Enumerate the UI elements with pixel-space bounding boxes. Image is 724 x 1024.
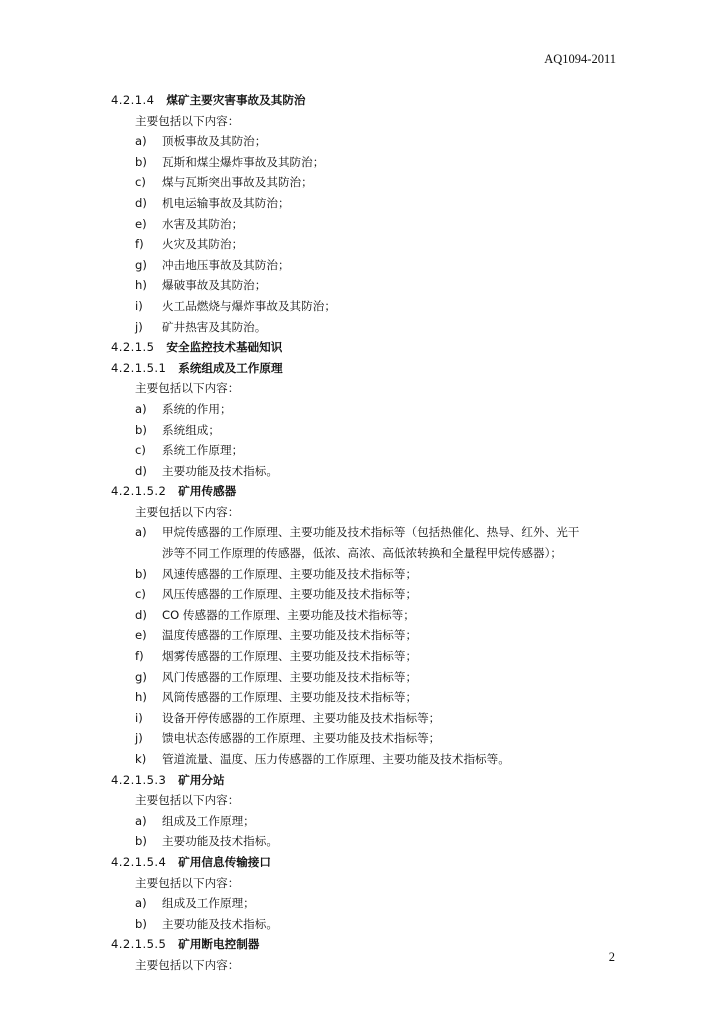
list-item-marker: b) bbox=[135, 566, 147, 581]
list-item-text: 主要功能及技术指标。 bbox=[162, 834, 278, 849]
list-item-marker: d) bbox=[135, 607, 147, 622]
list-item-text: 水害及其防治； bbox=[162, 216, 244, 231]
page-number: 2 bbox=[608, 950, 615, 964]
section-heading bbox=[111, 90, 621, 111]
section-heading bbox=[111, 934, 621, 955]
list-item-marker: j) bbox=[135, 731, 143, 746]
list-item bbox=[111, 667, 621, 688]
section-title: 煤矿主要灾害事故及其防治 bbox=[166, 93, 306, 107]
list-item-marker: b) bbox=[135, 834, 147, 849]
list-item-text: 系统的作用； bbox=[162, 401, 232, 416]
list-item-text: 主要功能及技术指标。 bbox=[162, 463, 278, 478]
list-item bbox=[111, 522, 621, 543]
list-item-marker: h) bbox=[135, 690, 147, 705]
list-item-text: 冲击地压事故及其防治； bbox=[162, 257, 290, 272]
list-item-text: 机电运输事故及其防治； bbox=[162, 195, 290, 210]
list-item-marker: d) bbox=[135, 463, 147, 478]
list-item-marker: g) bbox=[135, 669, 147, 684]
list-item-text: CO 传感器的工作原理、主要功能及技术指标等； bbox=[162, 607, 415, 622]
list-item bbox=[111, 234, 621, 255]
list-item-text: 火灾及其防治； bbox=[162, 237, 244, 252]
list-item bbox=[111, 708, 621, 729]
list-item-text: 风速传感器的工作原理、主要功能及技术指标等； bbox=[162, 566, 418, 581]
list-item-text: 烟雾传感器的工作原理、主要功能及技术指标等； bbox=[162, 649, 418, 664]
list-item-marker: d) bbox=[135, 195, 147, 210]
list-item-marker: h) bbox=[135, 278, 147, 293]
list-item bbox=[111, 461, 621, 482]
section-number: 4.2.1.4 bbox=[111, 93, 155, 107]
list-item-continuation: 涉等不同工作原理的传感器，低浓、高浓、高低浓转换和全量程甲烷传感器）； bbox=[162, 546, 562, 561]
list-item-marker: k) bbox=[135, 752, 147, 766]
list-item-text: 组成及工作原理； bbox=[162, 896, 255, 911]
list-item-text: 瓦斯和煤尘爆炸事故及其防治； bbox=[162, 154, 325, 169]
list-item-text: 顶板事故及其防治； bbox=[162, 134, 267, 149]
list-item bbox=[111, 440, 621, 461]
list-item-text: 煤与瓦斯突出事故及其防治； bbox=[162, 175, 313, 190]
section-heading bbox=[111, 770, 621, 791]
list-item-marker: i) bbox=[135, 710, 143, 725]
list-item-marker: e) bbox=[135, 628, 147, 643]
section-title: 安全监控技术基础知识 bbox=[166, 340, 283, 355]
list-item bbox=[111, 728, 621, 749]
list-item-marker: a) bbox=[135, 401, 147, 416]
section-heading bbox=[111, 481, 621, 502]
list-item-marker: a) bbox=[135, 525, 147, 540]
section-title: 矿用分站 bbox=[178, 772, 225, 787]
list-item-marker: c) bbox=[135, 587, 146, 602]
list-item-text: 爆破事故及其防治； bbox=[162, 278, 267, 293]
section-number: 4.2.1.5.2 bbox=[111, 484, 167, 499]
list-item-marker: c) bbox=[135, 443, 146, 458]
list-item bbox=[111, 420, 621, 441]
list-item bbox=[111, 172, 621, 193]
list-item bbox=[111, 625, 621, 646]
list-item-text: 系统工作原理； bbox=[162, 443, 244, 458]
section-intro: 主要包括以下内容： bbox=[135, 957, 240, 972]
list-item bbox=[111, 399, 621, 420]
list-item-text: 风门传感器的工作原理、主要功能及技术指标等； bbox=[162, 669, 418, 684]
list-item-text: 温度传感器的工作原理、主要功能及技术指标等； bbox=[162, 628, 418, 643]
section-number: 4.2.1.5.5 bbox=[111, 937, 167, 952]
list-item bbox=[111, 317, 621, 338]
list-item bbox=[111, 687, 621, 708]
section-heading bbox=[111, 852, 621, 873]
list-item bbox=[111, 893, 621, 914]
list-item-marker: j) bbox=[135, 319, 143, 334]
list-item-marker: a) bbox=[135, 134, 147, 149]
list-item bbox=[111, 605, 621, 626]
list-item bbox=[111, 564, 621, 585]
document-body bbox=[111, 90, 621, 976]
list-item-marker: c) bbox=[135, 175, 146, 190]
section-title: 矿用传感器 bbox=[178, 484, 237, 499]
list-item-text: 矿井热害及其防治。 bbox=[162, 319, 267, 334]
list-item-text: 组成及工作原理； bbox=[162, 813, 255, 828]
list-item-marker: b) bbox=[135, 154, 147, 169]
section-heading bbox=[111, 358, 621, 379]
list-item bbox=[111, 831, 621, 852]
list-item-marker: f) bbox=[135, 649, 144, 664]
list-item-text: 主要功能及技术指标。 bbox=[162, 916, 278, 931]
list-item bbox=[111, 914, 621, 935]
list-item-marker: a) bbox=[135, 813, 147, 828]
section-title: 系统组成及工作原理 bbox=[178, 360, 283, 375]
list-item bbox=[111, 749, 621, 770]
section-intro: 主要包括以下内容： bbox=[135, 504, 240, 519]
section-number: 4.2.1.5.1 bbox=[111, 360, 167, 375]
list-item-marker: a) bbox=[135, 896, 147, 911]
list-item-text: 火工品燃烧与爆炸事故及其防治； bbox=[162, 298, 336, 313]
list-item bbox=[111, 193, 621, 214]
list-item bbox=[111, 646, 621, 667]
document-code: AQ1094-2011 bbox=[544, 52, 616, 66]
list-item bbox=[111, 584, 621, 605]
list-item bbox=[111, 296, 621, 317]
list-item-text: 设备开停传感器的工作原理、主要功能及技术指标等； bbox=[162, 710, 441, 725]
list-item-text: 管道流量、温度、压力传感器的工作原理、主要功能及技术指标等。 bbox=[162, 752, 510, 766]
section-number: 4.2.1.5.3 bbox=[111, 772, 167, 787]
section-heading bbox=[111, 337, 621, 358]
section-intro: 主要包括以下内容： bbox=[135, 793, 240, 808]
list-item-text: 风筒传感器的工作原理、主要功能及技术指标等； bbox=[162, 690, 418, 705]
list-item bbox=[111, 255, 621, 276]
section-title: 矿用断电控制器 bbox=[178, 937, 260, 952]
list-item-marker: e) bbox=[135, 216, 147, 231]
section-number: 4.2.1.5.4 bbox=[111, 854, 167, 869]
section-title: 矿用信息传输接口 bbox=[178, 854, 271, 869]
list-item bbox=[111, 214, 621, 235]
list-item-text: 风压传感器的工作原理、主要功能及技术指标等； bbox=[162, 587, 418, 602]
list-item-text: 甲烷传感器的工作原理、主要功能及技术指标等（包括热催化、热导、红外、光干 bbox=[162, 525, 580, 540]
section-intro: 主要包括以下内容： bbox=[135, 381, 240, 396]
list-item-marker: i) bbox=[135, 298, 143, 313]
list-item-text: 馈电状态传感器的工作原理、主要功能及技术指标等； bbox=[162, 731, 441, 746]
list-item bbox=[111, 811, 621, 832]
section-number: 4.2.1.5 bbox=[111, 340, 155, 355]
list-item-text: 系统组成； bbox=[162, 422, 220, 437]
list-item-marker: g) bbox=[135, 257, 147, 272]
list-item-marker: b) bbox=[135, 916, 147, 931]
list-item bbox=[111, 131, 621, 152]
list-item bbox=[111, 275, 621, 296]
section-intro: 主要包括以下内容： bbox=[135, 113, 240, 128]
list-item-marker: b) bbox=[135, 422, 147, 437]
list-item bbox=[111, 152, 621, 173]
section-intro: 主要包括以下内容： bbox=[135, 875, 240, 890]
list-item-marker: f) bbox=[135, 237, 144, 252]
